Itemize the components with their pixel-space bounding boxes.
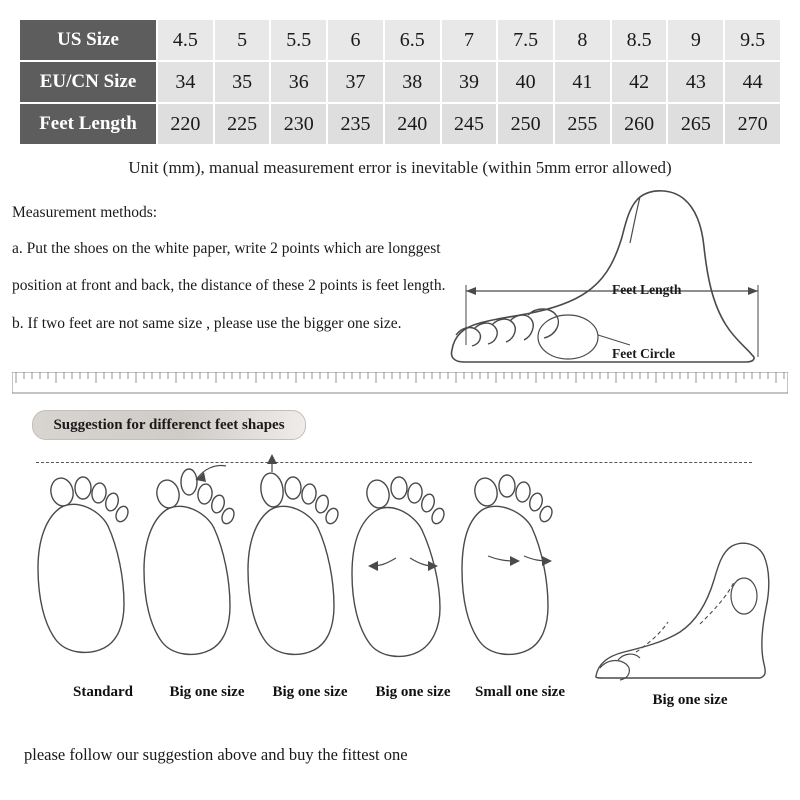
table-cell: 41 (554, 61, 611, 103)
footer-note: please follow our suggestion above and buy the fittest one (24, 745, 408, 764)
table-cell: 5 (214, 19, 271, 61)
foot-caption-1: Big one size (169, 684, 245, 700)
table-cell: 35 (214, 61, 271, 103)
row-header-eu-cn-size: EU/CN Size (19, 61, 157, 103)
table-cell: 270 (724, 103, 781, 145)
table-cell: 8 (554, 19, 611, 61)
toe-2-path (474, 323, 497, 344)
feet-length-label: Feet Length (612, 282, 682, 297)
table-cell: 40 (497, 61, 554, 103)
feet-length-arrow-left (466, 287, 476, 295)
table-row-eu-cn-size (19, 61, 781, 103)
methods-line-b: b. If two feet are not same size , please use the bigger one size. (12, 314, 402, 332)
table-cell: 260 (611, 103, 668, 145)
table-cell: 7 (441, 19, 498, 61)
foot-caption-0: Standard (72, 684, 134, 700)
table-cell: 6 (327, 19, 384, 61)
foot-caption-5: Big one size (652, 692, 728, 708)
measurement-methods (12, 205, 482, 353)
size-chart-table (18, 18, 782, 146)
table-row-us-size (19, 19, 781, 61)
feet-circle-label: Feet Circle (612, 346, 676, 361)
table-cell: 34 (157, 61, 214, 103)
suggestion-banner-label: Suggestion for differenct feet shapes (53, 417, 285, 433)
table-cell: 37 (327, 61, 384, 103)
row-header-feet-length: Feet Length (19, 103, 157, 145)
methods-heading: Measurement methods: (12, 204, 158, 221)
ankle-line (630, 197, 640, 243)
table-cell: 9 (667, 19, 724, 61)
table-cell: 240 (384, 103, 441, 145)
foot-shape-standard (38, 476, 130, 652)
table-cell: 39 (441, 61, 498, 103)
table-cell: 250 (497, 103, 554, 145)
table-cell: 5.5 (270, 19, 327, 61)
suggestion-banner (32, 410, 306, 440)
foot-caption-2: Big one size (272, 684, 348, 700)
table-cell: 42 (611, 61, 668, 103)
feet-circle-leader-line (598, 335, 630, 345)
foot-caption-4: Small one size (475, 684, 565, 700)
toe-1-path (456, 328, 480, 346)
table-cell: 245 (441, 103, 498, 145)
row-header-us-size: US Size (19, 19, 157, 61)
table-cell: 230 (270, 103, 327, 145)
foot-shape-narrow (462, 475, 554, 654)
foot-shape-long-big-toe (248, 454, 340, 654)
table-cell: 7.5 (497, 19, 554, 61)
table-row-feet-length (19, 103, 781, 145)
table-cell: 43 (667, 61, 724, 103)
table-cell: 4.5 (157, 19, 214, 61)
table-cell: 265 (667, 103, 724, 145)
feet-shapes-diagram (0, 448, 800, 688)
foot-shape-wide-forefoot (352, 477, 446, 656)
table-cell: 225 (214, 103, 271, 145)
table-cell: 44 (724, 61, 781, 103)
methods-line-a2: position at front and back, the distance of these 2 points is feet length. (12, 277, 446, 294)
table-cell: 9.5 (724, 19, 781, 61)
foot-sole-path (452, 350, 755, 362)
table-cell: 6.5 (384, 19, 441, 61)
table-cell: 38 (384, 61, 441, 103)
foot-shape-long-second-toe (144, 466, 236, 655)
table-cell: 8.5 (611, 19, 668, 61)
feet-length-arrow-right (748, 287, 758, 295)
table-cell: 255 (554, 103, 611, 145)
table-cell: 235 (327, 103, 384, 145)
ruler-graphic (12, 372, 788, 394)
unit-note: Unit (mm), manual measurement error is inevitable (within 5mm error allowed) (128, 158, 672, 177)
foot-caption-3: Big one size (375, 684, 451, 700)
table-cell: 220 (157, 103, 214, 145)
foot-shape-side-view (596, 543, 769, 680)
methods-line-a1: a. Put the shoes on the white paper, write 2 points which are longgest (12, 239, 441, 257)
table-cell: 36 (270, 61, 327, 103)
